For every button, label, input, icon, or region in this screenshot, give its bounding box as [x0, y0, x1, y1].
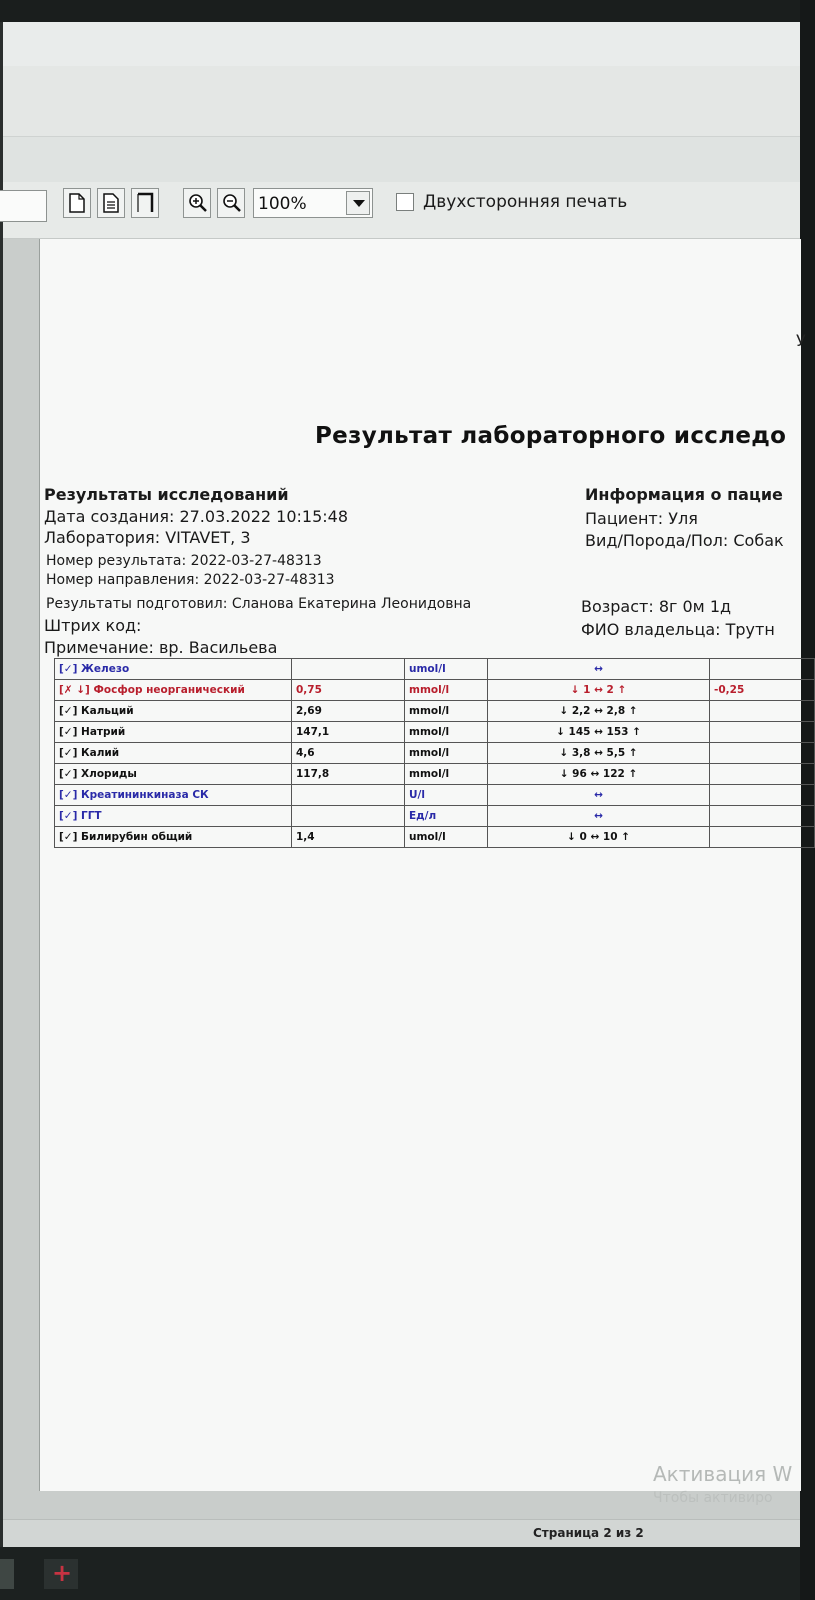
patient-name: Пациент: Уля: [585, 509, 698, 528]
test-name: [✓] Билирубин общий: [55, 827, 292, 848]
test-unit: U/l: [405, 785, 488, 806]
edge-letter: У: [796, 331, 806, 350]
report-page: [39, 239, 806, 1491]
test-name: [✓] Хлориды: [55, 764, 292, 785]
test-value: 117,8: [292, 764, 405, 785]
table-row: [55, 722, 815, 743]
created-date: Дата создания: 27.03.2022 10:15:48: [44, 507, 348, 526]
full-page-button[interactable]: [131, 188, 159, 218]
result-number: Номер результата: 2022-03-27-48313: [46, 553, 322, 569]
test-unit: mmol/l: [405, 722, 488, 743]
test-deviation: [710, 806, 815, 827]
test-name: [✓] Калий: [55, 743, 292, 764]
preview-toolbar: [3, 182, 800, 239]
results-header: Результаты исследований: [44, 485, 289, 504]
table-row: [55, 701, 815, 722]
test-unit: Ед/л: [405, 806, 488, 827]
table-row: [55, 806, 815, 827]
test-range: ↔: [488, 785, 710, 806]
duplex-label: Двухсторонняя печать: [423, 192, 628, 212]
test-value: [292, 659, 405, 680]
test-unit: umol/l: [405, 827, 488, 848]
test-name: [✗ ↓] Фосфор неорганический: [55, 680, 292, 701]
test-range: ↓ 3,8 ↔ 5,5 ↑: [488, 743, 710, 764]
page-corner-icon: [136, 193, 154, 213]
patient-age: Возраст: 8г 0м 1д: [581, 597, 732, 616]
test-value: 147,1: [292, 722, 405, 743]
zoom-in-button[interactable]: [183, 188, 211, 218]
test-unit: umol/l: [405, 659, 488, 680]
zoom-in-icon: [188, 193, 208, 213]
test-value: 1,4: [292, 827, 405, 848]
test-deviation: [710, 827, 815, 848]
test-range: ↓ 2,2 ↔ 2,8 ↑: [488, 701, 710, 722]
test-deviation: [710, 764, 815, 785]
test-deviation: [710, 785, 815, 806]
test-name: [✓] Натрий: [55, 722, 292, 743]
taskbar: [0, 1547, 800, 1600]
monitor-bezel-top: [0, 0, 800, 22]
taskbar-medical-app-icon[interactable]: [44, 1559, 78, 1589]
table-row: [55, 785, 815, 806]
test-range: ↓ 145 ↔ 153 ↑: [488, 722, 710, 743]
test-deviation: -0,25: [710, 680, 815, 701]
zoom-out-button[interactable]: [217, 188, 245, 218]
table-row: [55, 827, 815, 848]
test-deviation: [710, 743, 815, 764]
test-name: [✓] Железо: [55, 659, 292, 680]
patient-species: Вид/Порода/Пол: Собак: [585, 531, 784, 550]
print-preview-window: [3, 22, 806, 1547]
prepared-by: Результаты подготовил: Сланова Екатерина Леонидовна: [46, 596, 472, 612]
page-text-icon: [102, 193, 120, 213]
test-name: [✓] Кальций: [55, 701, 292, 722]
patient-info-header: Информация о пацие: [585, 485, 783, 504]
barcode-label: Штрих код:: [44, 616, 142, 635]
test-range: ↓ 0 ↔ 10 ↑: [488, 827, 710, 848]
test-unit: mmol/l: [405, 764, 488, 785]
test-deviation: [710, 701, 815, 722]
test-range: ↔: [488, 659, 710, 680]
test-name: [✓] ГГТ: [55, 806, 292, 827]
window-titlebar: [3, 22, 800, 66]
activation-watermark: Активация W: [653, 1462, 793, 1486]
table-row: [55, 764, 815, 785]
test-unit: mmol/l: [405, 743, 488, 764]
test-range: ↓ 96 ↔ 122 ↑: [488, 764, 710, 785]
test-value: 0,75: [292, 680, 405, 701]
results-table: [54, 658, 815, 848]
test-unit: mmol/l: [405, 680, 488, 701]
test-value: 2,69: [292, 701, 405, 722]
chevron-down-icon[interactable]: [346, 191, 370, 215]
test-value: [292, 806, 405, 827]
test-value: [292, 785, 405, 806]
test-name: [✓] Креатининкиназа СК: [55, 785, 292, 806]
page-number-field[interactable]: [0, 190, 47, 222]
report-title: Результат лабораторного исследо: [315, 423, 787, 449]
zoom-value: 100%: [258, 194, 307, 214]
zoom-out-icon: [222, 193, 242, 213]
test-range: ↔: [488, 806, 710, 827]
table-row: [55, 680, 815, 701]
test-deviation: [710, 722, 815, 743]
test-deviation: [710, 659, 815, 680]
page-indicator: Страница 2 из 2: [533, 1526, 644, 1540]
single-page-button[interactable]: [63, 188, 91, 218]
page-width-button[interactable]: [97, 188, 125, 218]
status-bar: [3, 1519, 800, 1548]
referral-number: Номер направления: 2022-03-27-48313: [46, 572, 335, 588]
activation-watermark-hint: Чтобы активиро: [653, 1490, 773, 1506]
zoom-select[interactable]: [253, 188, 373, 218]
note: Примечание: вр. Васильева: [44, 638, 278, 657]
preview-viewport[interactable]: [3, 239, 806, 1519]
test-value: 4,6: [292, 743, 405, 764]
menu-band: [3, 66, 800, 137]
lab-name: Лаборатория: VITAVET, 3: [44, 528, 251, 547]
owner-name: ФИО владельца: Трутн: [581, 620, 775, 639]
test-unit: mmol/l: [405, 701, 488, 722]
duplex-checkbox[interactable]: [396, 193, 414, 211]
test-range: ↓ 1 ↔ 2 ↑: [488, 680, 710, 701]
page-icon: [68, 193, 86, 213]
table-row: [55, 659, 815, 680]
taskbar-app-icon[interactable]: [0, 1559, 14, 1589]
table-row: [55, 743, 815, 764]
